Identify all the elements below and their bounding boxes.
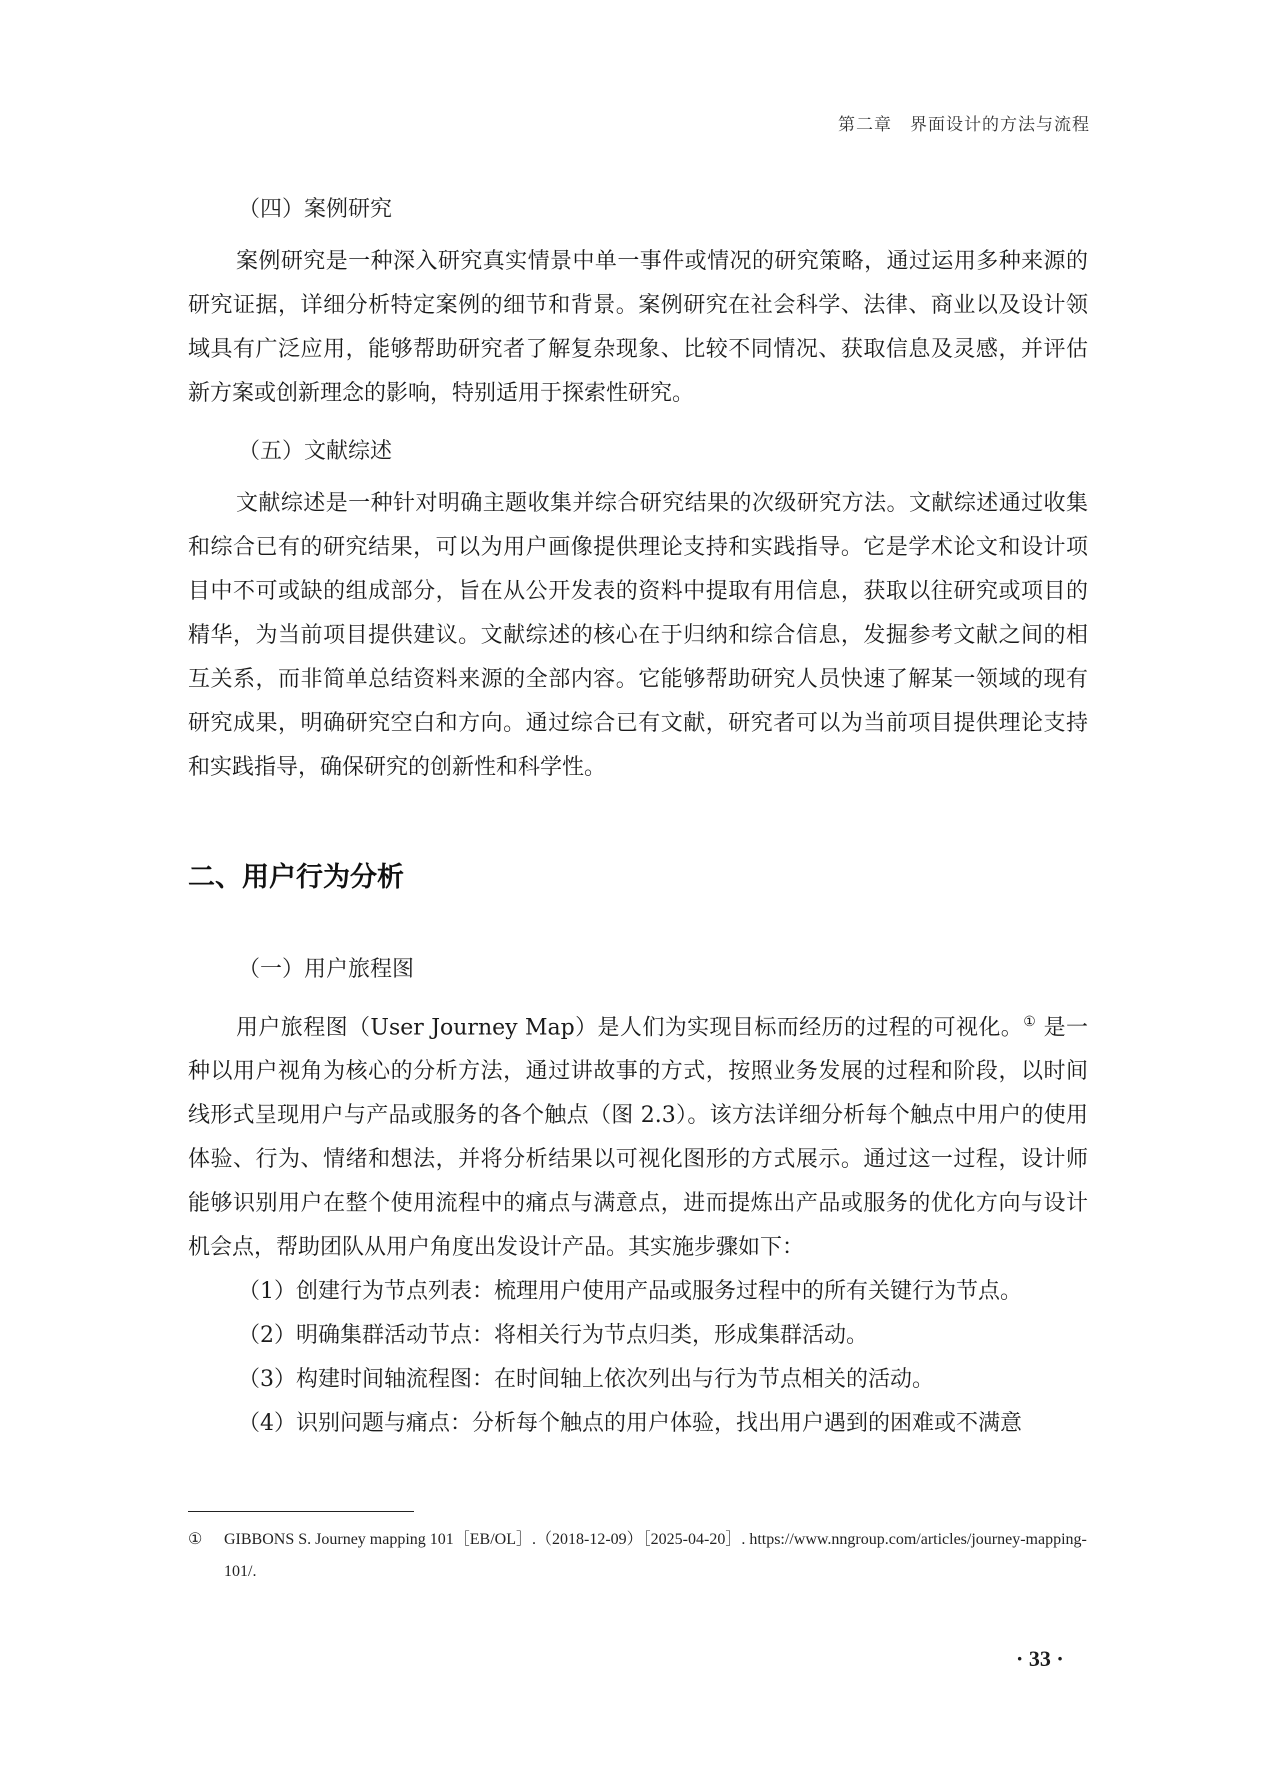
user-journey-text-b: 是一种以用户视角为核心的分析方法，通过讲故事的方式，按照业务发展的过程和阶段，以时间线形式呈现用户与产品或服务的各个触点（图 2.3）。该方法详细分析每个触点中用户的使用体验、行为、情绪和想法，并将分析结果以可视化图形的方式展示。通过这一过程，设计师能够识别用户在整个使用流程中的痛点与满意点，进而提炼出产品或服务的优化方向与设计机会点，帮助团队从用户角度出发设计产品。其实施步骤如下：: [188, 1015, 1088, 1261]
user-journey-section: [188, 1000, 1088, 1446]
case-study-heading: （四）案例研究: [238, 197, 393, 222]
section-heading: 二、用户行为分析: [188, 862, 404, 893]
user-journey-text-a: 用户旅程图（User Journey Map）是人们为实现目标而经历的过程的可视化。: [236, 1015, 1024, 1041]
user-journey-heading: （一）用户旅程图: [238, 957, 415, 982]
footnote-text: GIBBONS S. Journey mapping 101［EB/OL］.（2018-12-09）［2025-04-20］. https://www.nngroup.com/articles/journey-mapping-101/.: [224, 1531, 1087, 1580]
literature-review-heading: （五）文献综述: [238, 439, 393, 464]
step-item: （3）构建时间轴流程图：在时间轴上依次列出与行为节点相关的活动。: [238, 1367, 934, 1393]
user-journey-paragraph: [188, 1000, 1088, 1270]
footnote-reference[interactable]: ①: [1023, 1014, 1037, 1030]
footnote-marker: ①: [188, 1531, 203, 1548]
step-item: （4）识别问题与痛点：分析每个触点的用户体验，找出用户遇到的困难或不满意: [238, 1411, 1022, 1437]
literature-review-paragraph: 文献综述是一种针对明确主题收集并综合研究结果的次级研究方法。文献综述通过收集和综合已有的研究结果，可以为用户画像提供理论支持和实践指导。它是学术论文和设计项目中不可或缺的组成部分，旨在从公开发表的资料中提取有用信息，获取以往研究或项目的精华，为当前项目提供建议。文献综述的核心在于归纳和综合信息，发掘参考文献之间的相互关系，而非简单总结资料来源的全部内容。它能够帮助研究人员快速了解某一领域的现有研究成果，明确研究空白和方向。通过综合已有文献，研究者可以为当前项目提供理论支持和实践指导，确保研究的创新性和科学性。: [188, 491, 1088, 780]
running-head: 第二章 界面设计的方法与流程: [838, 115, 1090, 135]
case-study-paragraph: 案例研究是一种深入研究真实情景中单一事件或情况的研究策略，通过运用多种来源的研究证据，详细分析特定案例的细节和背景。案例研究在社会科学、法律、商业以及设计领域具有广泛应用，能够帮助研究者了解复杂现象、比较不同情况、获取信息及灵感，并评估新方案或创新理念的影响，特别适用于探索性研究。: [188, 249, 1088, 406]
literature-review-section: [188, 482, 1088, 790]
footnote-divider: [188, 1511, 414, 1512]
page-number: · 33 ·: [1016, 1646, 1064, 1671]
step-item: （1）创建行为节点列表：梳理用户使用产品或服务过程中的所有关键行为节点。: [238, 1279, 1022, 1305]
step-item: （2）明确集群活动节点：将相关行为节点归类，形成集群活动。: [238, 1323, 868, 1349]
case-study-section: [188, 240, 1088, 416]
footnote: [188, 1524, 1088, 1588]
